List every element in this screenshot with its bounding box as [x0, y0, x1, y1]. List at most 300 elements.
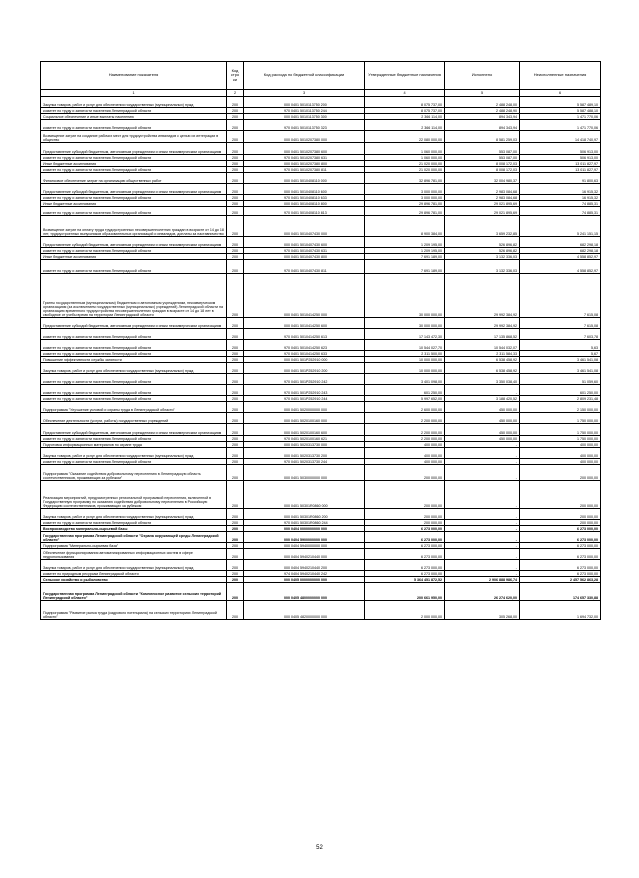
- row-line-code: 200: [227, 254, 244, 260]
- row-executed: -: [445, 571, 520, 577]
- row-line-code: 200: [227, 260, 244, 274]
- row-approved: 3 000 000,00: [365, 195, 445, 201]
- row-executed: 2 906 888 986,74: [445, 577, 520, 583]
- row-unexecuted: 5 241 151,15: [520, 216, 601, 237]
- table-row: [41, 459, 601, 465]
- row-budget-code: 970 0401 5010408110 633: [244, 195, 365, 201]
- table-row: [41, 374, 601, 385]
- row-line-code: 200: [227, 465, 244, 481]
- row-name: комитет по труду и занятости населения Ленинградской области: [41, 351, 227, 357]
- row-budget-code: 000 0401 501P252910 000: [244, 357, 365, 363]
- row-unexecuted: 6 273 000,00: [520, 532, 601, 543]
- row-executed: 450 000,00: [445, 436, 520, 442]
- row-budget-code: 000 0404 5900000000 000: [244, 532, 365, 543]
- row-executed: 3 132 336,03: [445, 260, 520, 274]
- row-executed: 29 021 895,69: [445, 201, 520, 207]
- row-executed: 2 983 084,68: [445, 184, 520, 195]
- table-row: [41, 274, 601, 318]
- row-budget-code: 000 0405 4820000000 000: [244, 601, 365, 620]
- row-line-code: 200: [227, 143, 244, 155]
- row-unexecuted: 400 000,00: [520, 442, 601, 448]
- row-line-code: 200: [227, 448, 244, 459]
- row-line-code: 200: [227, 216, 244, 237]
- row-name: комитет по труду и занятости населения Ленинградской области: [41, 459, 227, 465]
- row-approved: 6 273 000,00: [365, 532, 445, 543]
- row-executed: 2 311 584,33: [445, 351, 520, 357]
- row-line-code: 200: [227, 436, 244, 442]
- row-line-code: 200: [227, 114, 244, 120]
- row-line-code: 200: [227, 97, 244, 108]
- row-approved: 400 000,00: [365, 442, 445, 448]
- row-name: Финансовое обеспечение затрат на организацию общественных работ: [41, 173, 227, 184]
- row-budget-code: 970 0401 5010407430 631: [244, 248, 365, 254]
- row-approved: 2 200 000,00: [365, 413, 445, 424]
- row-approved: 17 143 472,30: [365, 329, 445, 340]
- row-name: комитет по труду и занятости населения Ленинградской области: [41, 340, 227, 351]
- row-budget-code: 000 0404 0000000000 000: [244, 526, 365, 532]
- table-row: [41, 207, 601, 216]
- row-line-code: 200: [227, 402, 244, 413]
- table-row: [41, 363, 601, 374]
- row-budget-code: 000 0401 5020100160 600: [244, 424, 365, 436]
- row-executed: 8 581 259,03: [445, 131, 520, 143]
- row-executed: -: [445, 543, 520, 549]
- table-row: [41, 195, 601, 201]
- row-executed: 6 538 458,92: [445, 357, 520, 363]
- row-unexecuted: 1 694 732,00: [520, 601, 601, 620]
- row-unexecuted: 5 587 489,10: [520, 97, 601, 108]
- row-budget-code: 000 0401 5010407430 000: [244, 216, 365, 237]
- row-approved: 29 896 781,00: [365, 201, 445, 207]
- row-budget-code: 000 0401 5010414250 000: [244, 274, 365, 318]
- row-unexecuted: 1 750 000,00: [520, 413, 601, 424]
- row-name: комитет по труду и занятости населения Ленинградской области: [41, 120, 227, 131]
- column-number-row: [41, 90, 601, 97]
- row-unexecuted: 5,67: [520, 351, 601, 357]
- row-line-code: 200: [227, 173, 244, 184]
- row-executed: -: [445, 481, 520, 509]
- table-row: [41, 143, 601, 155]
- row-approved: 32 896 781,00: [365, 173, 445, 184]
- row-budget-code: 970 0401 5020100160 621: [244, 436, 365, 442]
- row-name: комитет по труду и занятости населения Ленинградской области: [41, 385, 227, 396]
- header-code: Код стро ки: [227, 62, 244, 90]
- row-executed: 3 188 420,52: [445, 396, 520, 402]
- row-unexecuted: 5,63: [520, 340, 601, 351]
- row-line-code: 200: [227, 363, 244, 374]
- row-unexecuted: 16 915,32: [520, 184, 601, 195]
- row-approved: 6 273 000,00: [365, 526, 445, 532]
- row-budget-code: 000 0401 5020313730 000: [244, 442, 365, 448]
- row-unexecuted: 682 298,18: [520, 248, 601, 254]
- row-unexecuted: 13 011 827,97: [520, 167, 601, 173]
- row-approved: 1 060 000,00: [365, 155, 445, 161]
- table-row: [41, 184, 601, 195]
- row-approved: 5 997 652,00: [365, 396, 445, 402]
- row-unexecuted: 6 273 000,00: [520, 560, 601, 571]
- row-budget-code: 970 0401 5010113750 244: [244, 108, 365, 114]
- row-approved: 29 896 781,00: [365, 207, 445, 216]
- table-row: [41, 340, 601, 351]
- row-line-code: 200: [227, 509, 244, 520]
- row-approved: 400 000,00: [365, 448, 445, 459]
- row-unexecuted: 74 885,31: [520, 201, 601, 207]
- row-executed: 526 896,82: [445, 237, 520, 248]
- row-line-code: 200: [227, 424, 244, 436]
- table-row: [41, 549, 601, 560]
- row-name: комитет по труду и занятости населения Ленинградской области: [41, 108, 227, 114]
- table-row: [41, 448, 601, 459]
- row-budget-code: 970 0401 501P252910 243: [244, 385, 365, 396]
- row-approved: 6 273 000,00: [365, 543, 445, 549]
- table-row: [41, 318, 601, 329]
- row-name: комитет по труду и занятости населения Ленинградской области: [41, 329, 227, 340]
- row-executed: 553 087,00: [445, 155, 520, 161]
- row-approved: 10 544 027,70: [365, 340, 445, 351]
- row-executed: 17 135 868,52: [445, 329, 520, 340]
- header-budget-code: Код расхода по бюджетной классификации: [244, 62, 365, 90]
- row-unexecuted: 2 150 000,00: [520, 402, 601, 413]
- row-budget-code: 000 0401 5010408110 000: [244, 173, 365, 184]
- row-name: Предоставление субсидий бюджетным, автономным учреждениям и иным некоммерческим организациям: [41, 237, 227, 248]
- row-name: Подпрограмма "Минерально-сырьевая база": [41, 543, 227, 549]
- row-executed: 2 983 084,68: [445, 195, 520, 201]
- row-unexecuted: 7 615,08: [520, 274, 601, 318]
- row-executed: 8 008 172,03: [445, 161, 520, 167]
- row-approved: 30 000 000,00: [365, 318, 445, 329]
- row-executed: 2 488 248,00: [445, 97, 520, 108]
- row-name: Иные бюджетные ассигнования: [41, 201, 227, 207]
- row-approved: 3 000 000,00: [365, 184, 445, 195]
- row-unexecuted: 2 809 231,48: [520, 396, 601, 402]
- table-row: [41, 509, 601, 520]
- row-executed: -: [445, 459, 520, 465]
- row-line-code: 200: [227, 396, 244, 402]
- row-executed: -: [445, 549, 520, 560]
- table-row: [41, 413, 601, 424]
- table-row: [41, 571, 601, 577]
- row-budget-code: 000 0401 5010207380 800: [244, 161, 365, 167]
- row-name: Предоставление субсидий бюджетным, автономным учреждениям и иным некоммерческим организациям: [41, 143, 227, 155]
- row-approved: 200 661 950,00: [365, 583, 445, 601]
- row-name: Государственная программа Ленинградской области "Охрана окружающей среды Ленинградской области": [41, 532, 227, 543]
- row-name: Подпрограмма "Улучшение условий и охраны труда в Ленинградской области": [41, 402, 227, 413]
- row-budget-code: 974 0404 5940210440 242: [244, 571, 365, 577]
- row-name: Предоставление субсидий бюджетным, автономным учреждениям и иным некоммерческим организациям: [41, 184, 227, 195]
- row-executed: -: [445, 560, 520, 571]
- row-budget-code: 000 0401 5010414250 600: [244, 318, 365, 329]
- row-executed: -: [445, 448, 520, 459]
- table-row: [41, 396, 601, 402]
- row-budget-code: 970 0401 5010414250 623: [244, 340, 365, 351]
- row-name: Подпрограмма "Оказание содействия добровольному переселению в Ленинградскую область соотечественников, проживающих за рубежом": [41, 465, 227, 481]
- row-line-code: 200: [227, 532, 244, 543]
- row-name: комитет по природным ресурсам Ленинградской области: [41, 571, 227, 577]
- row-unexecuted: 400 000,00: [520, 459, 601, 465]
- row-name: комитет по труду и занятости населения Ленинградской области: [41, 195, 227, 201]
- row-name: Подготовка информационных материалов по охране труда: [41, 442, 227, 448]
- table-row: [41, 442, 601, 448]
- row-unexecuted: 13 011 827,97: [520, 161, 601, 167]
- row-approved: 22 080 000,00: [365, 131, 445, 143]
- row-name: комитет по труду и занятости населения Ленинградской области: [41, 167, 227, 173]
- row-name: Закупка товаров, работ и услуг для обеспечения государственных (муниципальных) нужд: [41, 363, 227, 374]
- table-row: [41, 436, 601, 442]
- row-name: комитет по труду и занятости населения Ленинградской области: [41, 396, 227, 402]
- table-row: [41, 131, 601, 143]
- row-name: Иные бюджетные ассигнования: [41, 254, 227, 260]
- row-line-code: 200: [227, 577, 244, 583]
- row-approved: 2 200 000,00: [365, 436, 445, 442]
- row-name: Государственная программа Ленинградской области "Комплексное развитие сельских территорий Ленинградской области": [41, 583, 227, 601]
- table-row: [41, 402, 601, 413]
- row-name: комитет по труду и занятости населения Ленинградской области: [41, 520, 227, 526]
- row-unexecuted: 51 059,60: [520, 374, 601, 385]
- row-budget-code: 000 0401 50301R0860 000: [244, 481, 365, 509]
- row-executed: 29 992 384,92: [445, 274, 520, 318]
- row-name: Реализация мероприятий, предусмотренных региональной программой переселения, включенной в Государственную программу по оказанию содействия добровольному переселению в Российскую Федерацию соотечественников, проживающих за рубежом: [41, 481, 227, 509]
- table-row: [41, 248, 601, 254]
- row-name: Возмещение затрат на создание рабочих мест для трудоустройства инвалидов с целью их интеграции в общество: [41, 131, 227, 143]
- row-budget-code: 000 0405 4800000000 000: [244, 583, 365, 601]
- row-approved: 2 311 500,00: [365, 351, 445, 357]
- row-line-code: 200: [227, 560, 244, 571]
- header-executed: Исполнено: [445, 62, 520, 90]
- table-row: [41, 97, 601, 108]
- row-unexecuted: 3 461 541,08: [520, 357, 601, 363]
- row-executed: -: [445, 465, 520, 481]
- row-unexecuted: 6 273 000,00: [520, 543, 601, 549]
- row-executed: 450 000,00: [445, 402, 520, 413]
- row-name: Обеспечение функционирования автоматизированных информационных систем в сфере недропользования: [41, 549, 227, 560]
- row-approved: 2 200 000,00: [365, 424, 445, 436]
- row-executed: 29 992 384,92: [445, 318, 520, 329]
- row-budget-code: 970 0401 5020313730 244: [244, 459, 365, 465]
- column-number: 6: [520, 90, 601, 97]
- row-approved: 601 250,00: [365, 385, 445, 396]
- row-name: Воспроизводство минерально-сырьевой базы: [41, 526, 227, 532]
- row-line-code: 200: [227, 195, 244, 201]
- row-budget-code: 970 0401 5010207380 811: [244, 167, 365, 173]
- row-executed: -: [445, 520, 520, 526]
- row-line-code: 200: [227, 413, 244, 424]
- row-budget-code: 970 0401 5010414250 633: [244, 351, 365, 357]
- row-executed: -: [445, 385, 520, 396]
- table-row: [41, 329, 601, 340]
- row-name: Подпрограмма "Развитие рынка труда (кадрового потенциала) на сельских территориях Ленинградской области": [41, 601, 227, 620]
- row-budget-code: 000 0401 5010407430 800: [244, 254, 365, 260]
- row-unexecuted: 601 250,00: [520, 385, 601, 396]
- row-unexecuted: 174 657 330,88: [520, 583, 601, 601]
- row-executed: -: [445, 442, 520, 448]
- row-unexecuted: 6 273 000,00: [520, 571, 601, 577]
- row-approved: 200 000,00: [365, 520, 445, 526]
- row-line-code: 200: [227, 442, 244, 448]
- row-name: Гранты государственным (муниципальным) бюджетным и автономным учреждениям, некоммерческим организациям (за исключением государственных (муниципальных) учреждений) Ленинградской области на организацию временного трудоустройства несовершеннолетних граждан в возрасте от 14 до 18 лет в свободное от учебы время на территории Ленинградской области: [41, 274, 227, 318]
- table-row: [41, 173, 601, 184]
- page-number: 52: [316, 845, 323, 851]
- row-executed: 450 000,00: [445, 413, 520, 424]
- table-header-row: [41, 62, 601, 90]
- row-approved: 2 000 000,00: [365, 601, 445, 620]
- table-row: [41, 237, 601, 248]
- row-budget-code: 970 0401 501P252910 244: [244, 396, 365, 402]
- column-number: 5: [445, 90, 520, 97]
- row-name: Предоставление субсидий бюджетным, автономным учреждениям и иным некоммерческим организациям: [41, 318, 227, 329]
- table-row: [41, 520, 601, 526]
- row-line-code: 200: [227, 520, 244, 526]
- row-budget-code: 970 0401 501P252910 242: [244, 374, 365, 385]
- row-line-code: 200: [227, 351, 244, 357]
- row-unexecuted: 4 558 852,97: [520, 254, 601, 260]
- row-budget-code: 000 0401 501P252910 200: [244, 363, 365, 374]
- row-line-code: 200: [227, 357, 244, 363]
- row-executed: -: [445, 532, 520, 543]
- row-approved: 400 000,00: [365, 459, 445, 465]
- row-name: комитет по труду и занятости населения Ленинградской области: [41, 436, 227, 442]
- row-unexecuted: 506 913,00: [520, 143, 601, 155]
- table-row: [41, 424, 601, 436]
- row-executed: 6 538 458,92: [445, 363, 520, 374]
- row-line-code: 200: [227, 481, 244, 509]
- row-line-code: 200: [227, 155, 244, 161]
- row-unexecuted: 200 000,00: [520, 465, 601, 481]
- row-approved: 1 060 000,00: [365, 143, 445, 155]
- row-executed: 894 343,94: [445, 114, 520, 120]
- row-name: комитет по труду и занятости населения Ленинградской области: [41, 155, 227, 161]
- row-line-code: 200: [227, 459, 244, 465]
- row-approved: 7 691 189,00: [365, 260, 445, 274]
- row-budget-code: 970 0401 5010113750 323: [244, 120, 365, 131]
- row-name: комитет по труду и занятости населения Ленинградской области: [41, 260, 227, 274]
- row-name: Повышение эффективности службы занятости: [41, 357, 227, 363]
- table-row: [41, 114, 601, 120]
- header-name: Наименование показателя: [41, 62, 227, 90]
- row-approved: 6 273 000,00: [365, 549, 445, 560]
- row-budget-code: 000 0405 0000000000 000: [244, 577, 365, 583]
- table-row: [41, 351, 601, 357]
- row-line-code: 200: [227, 601, 244, 620]
- row-executed: 894 343,94: [445, 120, 520, 131]
- row-executed: 2 488 248,90: [445, 108, 520, 114]
- row-budget-code: 000 0401 5010113750 200: [244, 97, 365, 108]
- row-line-code: 200: [227, 201, 244, 207]
- table-row: [41, 167, 601, 173]
- table-row: [41, 601, 601, 620]
- row-unexecuted: 7 615,08: [520, 318, 601, 329]
- row-unexecuted: 6 273 000,00: [520, 526, 601, 532]
- row-approved: 200 000,00: [365, 465, 445, 481]
- row-line-code: 200: [227, 583, 244, 601]
- row-name: Предоставление субсидий бюджетным, автономным учреждениям и иным некоммерческим организациям: [41, 424, 227, 436]
- row-approved: 7 691 189,00: [365, 254, 445, 260]
- row-unexecuted: 14 418 740,97: [520, 131, 601, 143]
- row-budget-code: 000 0401 50301R0860 200: [244, 509, 365, 520]
- row-name: Иные бюджетные ассигнования: [41, 161, 227, 167]
- budget-execution-table: [40, 61, 600, 620]
- table-row: [41, 465, 601, 481]
- row-approved: 2 600 000,00: [365, 402, 445, 413]
- row-budget-code: 970 0401 5010407430 811: [244, 260, 365, 274]
- row-name: Закупка товаров, работ и услуг для обеспечения государственных (муниципальных) нужд: [41, 448, 227, 459]
- row-budget-code: 970 0401 5010207380 631: [244, 155, 365, 161]
- row-unexecuted: 400 000,00: [520, 448, 601, 459]
- table-row: [41, 526, 601, 532]
- row-approved: 200 000,00: [365, 481, 445, 509]
- row-budget-code: 970 0401 5010414250 613: [244, 329, 365, 340]
- table-row: [41, 155, 601, 161]
- row-approved: 1 209 195,00: [365, 248, 445, 254]
- row-unexecuted: 2 457 562 863,28: [520, 577, 601, 583]
- row-executed: -: [445, 509, 520, 520]
- row-budget-code: 000 0401 5030000000 000: [244, 465, 365, 481]
- row-budget-code: 970 0401 50301R0860 244: [244, 520, 365, 526]
- row-budget-code: 000 0404 5940210440 200: [244, 560, 365, 571]
- row-unexecuted: 200 000,00: [520, 509, 601, 520]
- row-approved: 10 000 000,00: [365, 363, 445, 374]
- row-line-code: 200: [227, 526, 244, 532]
- row-budget-code: 000 0401 5020000000 000: [244, 402, 365, 413]
- row-line-code: 200: [227, 318, 244, 329]
- row-executed: 3 132 336,03: [445, 254, 520, 260]
- row-executed: 26 274 620,00: [445, 583, 520, 601]
- row-budget-code: 000 0401 5020100160 000: [244, 413, 365, 424]
- row-approved: 1 209 195,00: [365, 237, 445, 248]
- row-unexecuted: 4 558 852,97: [520, 260, 601, 274]
- row-line-code: 200: [227, 543, 244, 549]
- row-line-code: 200: [227, 329, 244, 340]
- row-approved: 21 020 000,00: [365, 161, 445, 167]
- row-approved: 10 000 000,00: [365, 357, 445, 363]
- row-executed: 553 087,00: [445, 143, 520, 155]
- row-unexecuted: 200 000,00: [520, 520, 601, 526]
- row-unexecuted: 1 471 770,06: [520, 120, 601, 131]
- table-row: [41, 120, 601, 131]
- row-budget-code: 970 0401 5010408110 813: [244, 207, 365, 216]
- row-unexecuted: 1 750 000,00: [520, 424, 601, 436]
- row-line-code: 200: [227, 374, 244, 385]
- row-approved: 200 000,00: [365, 509, 445, 520]
- row-line-code: 200: [227, 571, 244, 577]
- row-executed: 32 004 980,37: [445, 173, 520, 184]
- row-approved: 21 020 000,00: [365, 167, 445, 173]
- row-unexecuted: 7 603,78: [520, 329, 601, 340]
- table-row: [41, 108, 601, 114]
- row-name: комитет по труду и занятости населения Ленинградской области: [41, 374, 227, 385]
- row-unexecuted: 6 273 000,00: [520, 549, 601, 560]
- row-name: Возмещение затрат на оплату труда трудоустроенных несовершеннолетних граждан в возрасте от 14 до 18 лет, трудоустроенных выпускников образовательных организаций и инвалидов, доплаты за наставничество: [41, 216, 227, 237]
- row-unexecuted: 5 587 488,10: [520, 108, 601, 114]
- row-budget-code: 000 0401 5010113750 300: [244, 114, 365, 120]
- column-number: 3: [244, 90, 365, 97]
- row-executed: 3 350 038,40: [445, 374, 520, 385]
- row-approved: 8 900 384,00: [365, 216, 445, 237]
- row-approved: 6 273 000,00: [365, 571, 445, 577]
- row-approved: 8 075 737,00: [365, 108, 445, 114]
- row-executed: 29 021 895,69: [445, 207, 520, 216]
- row-budget-code: 000 0401 5010207380 600: [244, 143, 365, 155]
- table-row: [41, 481, 601, 509]
- row-line-code: 200: [227, 167, 244, 173]
- row-name: Сельское хозяйство и рыболовство: [41, 577, 227, 583]
- row-unexecuted: 682 298,18: [520, 237, 601, 248]
- row-budget-code: 000 0401 5010207380 000: [244, 131, 365, 143]
- row-budget-code: 000 0401 5020313730 200: [244, 448, 365, 459]
- row-executed: 305 268,00: [445, 601, 520, 620]
- row-approved: 6 273 000,00: [365, 560, 445, 571]
- row-executed: 3 659 232,85: [445, 216, 520, 237]
- table-row: [41, 532, 601, 543]
